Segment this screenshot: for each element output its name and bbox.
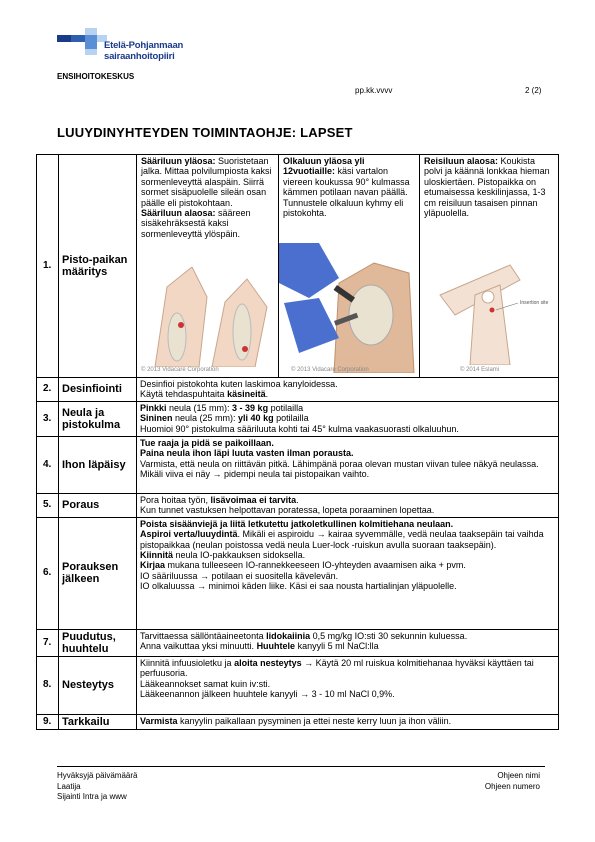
content-text: neulaan. (414, 518, 454, 529)
row-number: 3. (37, 401, 59, 436)
footer-right (480, 771, 540, 792)
row-content (137, 401, 559, 436)
row-title: Poraus (59, 493, 137, 517)
footer-divider (57, 766, 545, 767)
content-text: . Mikäli ei aspiroidu → kairaa syvemmälle, vedä neulaa taaksepäin tai vaihda pistopaikkaa (neulan poistossa vedä neula Luer-lock -ruiskun avulla suoraan taaksepäin). (140, 529, 544, 550)
humerus-site-cell (279, 155, 420, 378)
logo-text (104, 40, 183, 62)
footer-approver: Hyväksyjä päivämäärä (57, 771, 138, 780)
content-text: neula IO-pakkauksen sidoksella. (173, 550, 306, 561)
row-content (137, 378, 559, 402)
row-content (137, 517, 559, 629)
femur-text: Koukista polvi ja käännä lonkkaa hieman uloskiertäen. Pistopaikka on etumaisessa keskilinjassa, 1-3 cm reisiluun tasaisen pinnan yläpuolella. (424, 156, 550, 219)
row-content (137, 493, 559, 517)
content-line: Lääkeenannon jälkeen huuhtele kanyyli → 3 - 10 ml NaCl 0,9%. (140, 689, 395, 700)
content-emphasis: 3 - 39 kg (232, 402, 269, 413)
insertion-site-label: Insertion site (520, 300, 549, 306)
table-row (37, 629, 559, 656)
instruction-table (36, 154, 559, 730)
content-emphasis: lidokaiinia (266, 630, 311, 641)
content-text: . (265, 389, 269, 400)
content-text: Pora hoitaa työn, (140, 494, 211, 505)
document-date: pp.kk.vvvv (355, 86, 393, 95)
image-copyright: © 2013 Vidacare Corporation (291, 366, 369, 373)
row-title: Porauksen jälkeen (59, 517, 137, 629)
content-text: mukana tulleeseen IO-rannekkeeseen IO-yhteyden avaamisen aika + pvm. (165, 560, 466, 571)
content-line: Lääkeannokset samat kuin iv:sti. (140, 678, 271, 689)
content-line: Huomioi 90° pistokulma sääriluuta kohti tai 45° kulma vaakasuorasti olkaluuhun. (140, 423, 459, 434)
table-row (37, 493, 559, 517)
row-number: 1. (37, 155, 59, 378)
table-row (37, 378, 559, 402)
content-line: Kun tunnet vastuksen helpottavan poratessa, lopeta poraaminen lopettaa. (140, 505, 435, 516)
content-line: IO olkaluussa → minimoi käden liike. Käsi ei saa nousta hartialinjan yläpuolelle. (140, 581, 457, 592)
leg-illustration (137, 267, 279, 367)
table-row (37, 401, 559, 436)
content-text: potilailla (268, 402, 304, 413)
content-emphasis: Kirjaa (140, 560, 166, 571)
table-row (37, 436, 559, 493)
tibia-upper-text: Suoristetaan jalka. Mittaa polvilumpiosta kaksi sormenleveyttä alaspäin. Siirrä sormet sisäpuolelle sileän osan päälle eli pistokohtaan. (141, 156, 272, 208)
content-line: Paina neula ihon läpi luuta vasten ilman porausta. (140, 448, 354, 459)
content-emphasis: Kiinnitä (140, 550, 173, 561)
row-title: Pisto-paikan määritys (59, 155, 137, 378)
content-text: neula (15 mm): (166, 402, 233, 413)
table-row (37, 656, 559, 714)
content-emphasis: kolmitiehana (359, 518, 415, 529)
content-text: Kiinnitä infuusioletku ja (140, 657, 235, 668)
row-number: 4. (37, 436, 59, 493)
content-text: Poista sisäänviejä ja liitä letkutettu jatkoletkullinen (140, 518, 360, 529)
knee-illustration (420, 255, 559, 365)
content-emphasis: Huuhtele (256, 641, 296, 652)
row-content (137, 436, 559, 493)
content-emphasis: Pinkki (140, 402, 167, 413)
logo-line-1: Etelä-Pohjanmaan (104, 40, 184, 51)
content-text: potilailla (273, 413, 309, 424)
footer-doc-number: Ohjeen numero (484, 781, 540, 791)
content-emphasis: yli 40 kg (238, 413, 274, 424)
row-title: Puudutus, huuhtelu (59, 629, 137, 656)
page-title: LUUYDINYHTEYDEN TOIMINTAOHJE: LAPSET (57, 125, 353, 140)
row-number: 8. (37, 656, 59, 714)
row-content (137, 629, 559, 656)
footer-location: Sijainti Intra ja www (57, 792, 127, 801)
content-emphasis: lisävoimaa ei tarvita (210, 494, 297, 505)
row-title: Desinfiointi (59, 378, 137, 402)
femur-site-cell (420, 155, 559, 378)
humerus-text: käsi vartalon viereen koukussa 90° kulmassa kämmen potilaan navan päällä. Tunnustele olkaluun kyhmy eli pistokohta. (283, 166, 410, 219)
content-text: Anna vaikuttaa yksi minuutti. (140, 641, 257, 652)
footer-author: Laatija (57, 781, 81, 791)
content-emphasis: Sininen (140, 413, 173, 424)
content-emphasis: Aspiroi verta/luuydintä (140, 529, 238, 540)
content-line: Varmista, että neula on riittävän pitkä. Lähimpänä poraa olevan mustan viivan tulee näkyä neulassa. Mikäli viiva ei näy → pidempi neula tai pistopaikan vaihto. (140, 458, 539, 480)
row-title: Nesteytys (59, 656, 137, 714)
row-title: Neula ja pistokulma (59, 401, 137, 436)
humerus-heading: Olkaluun yläosa yli 12vuotiaille: (283, 156, 365, 177)
row-content (137, 714, 559, 729)
content-text: neula (25 mm): (172, 413, 239, 424)
row-number: 2. (37, 378, 59, 402)
table-row (37, 155, 559, 378)
footer-doc-name: Ohjeen nimi (497, 771, 540, 780)
row-title: Ihon läpäisy (59, 436, 137, 493)
row-content (137, 656, 559, 714)
content-text: → Käytä 20 ml ruiskua kolmitiehanaa hyväksi käyttäen tai perfuusoria. (140, 657, 534, 679)
content-line: Tue raaja ja pidä se paikoillaan. (140, 437, 274, 448)
image-copyright: © 2013 Vidacare Corporation (141, 366, 219, 373)
image-copyright: © 2014 Eslami (460, 366, 500, 373)
logo-line-2: sairaanhoitopiiri (104, 51, 175, 62)
shoulder-illustration (279, 243, 420, 373)
department: ENSIHOITOKESKUS (57, 72, 135, 81)
content-emphasis: Varmista (140, 715, 178, 726)
row-number: 5. (37, 493, 59, 517)
content-text: 0,5 mg/kg IO:sti 30 sekunnin kuluessa. (310, 630, 468, 641)
content-line: IO sääriluussa → potilaan ei suositella kävelevän. (140, 570, 339, 581)
femur-heading: Reisiluun alaosa: (424, 156, 499, 166)
row-number: 6. (37, 517, 59, 629)
content-line: Desinfioi pistokohta kuten laskimoa kanyloidessa. (140, 379, 338, 389)
table-row (37, 517, 559, 629)
content-emphasis: käsineitä (227, 389, 266, 400)
row-number: 9. (37, 714, 59, 729)
content-text: Tarvittaessa sällöntäaineetonta (140, 630, 267, 641)
tibia-lower-heading: Sääriluun alaosa: (141, 208, 216, 219)
content-text: kanyyli 5 ml NaCl:lla (295, 641, 379, 652)
content-text: Käytä tehdaspuhtaita (140, 389, 228, 400)
page-number: 2 (2) (525, 86, 542, 95)
content-text: . (296, 494, 299, 505)
content-emphasis: aloita nesteytys (234, 657, 302, 668)
footer-left (57, 771, 137, 803)
row-title: Tarkkailu (59, 714, 137, 729)
row-number: 7. (37, 629, 59, 656)
tibia-lower-text: sääreen sisäkehräksestä kaksi sormenleveyttä ylöspäin. (141, 208, 251, 239)
table-row (37, 714, 559, 729)
tibia-upper-heading: Sääriluun yläosa: (141, 156, 216, 166)
tibia-site-cell (137, 155, 279, 378)
content-text: kanyylin paikallaan pysyminen ja ettei neste kerry luun ja ihon väliin. (177, 715, 452, 726)
